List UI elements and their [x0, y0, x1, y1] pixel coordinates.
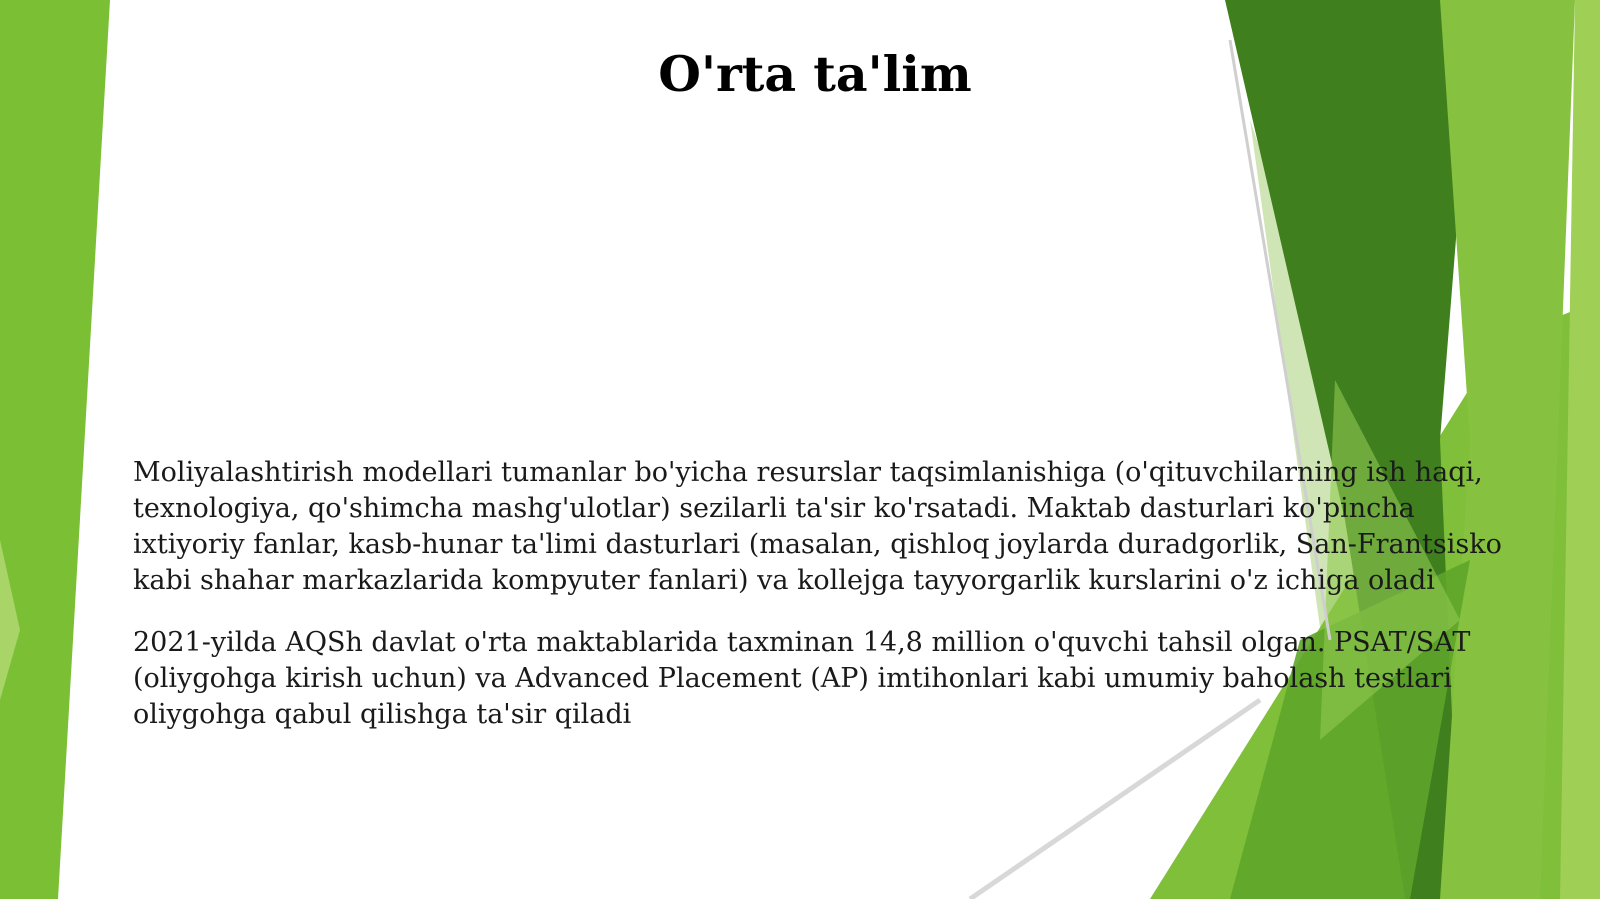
left-green-band	[0, 0, 110, 899]
slide-title: O'rta ta'lim	[658, 45, 972, 103]
slide-body	[133, 455, 1533, 759]
body-paragraph-enrollment: 2021-yilda AQSh davlat o'rta maktablarida taxminan 14,8 million o'quvchi tahsil olgan. PSAT/SAT (oliygohga kirish uchun) va Advanced Placement (AP) imtihonlari kabi umumiy baholash testlari oliygohga qabul qilishga ta'sir qiladi	[133, 627, 1471, 730]
body-paragraph-funding: Moliyalashtirish modellari tumanlar bo'yicha resurslar taqsimlanishiga (o'qituvchilarning ish haqi, texnologiya, qo'shimcha mashg'ulotlar) sezilarli ta'sir ko'rsatadi. Maktab dasturlari ko'pincha ixtiyoriy fanlar, kasb-hunar ta'limi dasturlari (masalan, qishloq joylarda duradgorlik, San-Frantsisko kabi shahar markazlarida kompyuter fanlari) va kollejga tayyorgarlik kurslarini o'z ichiga oladi	[133, 457, 1502, 596]
